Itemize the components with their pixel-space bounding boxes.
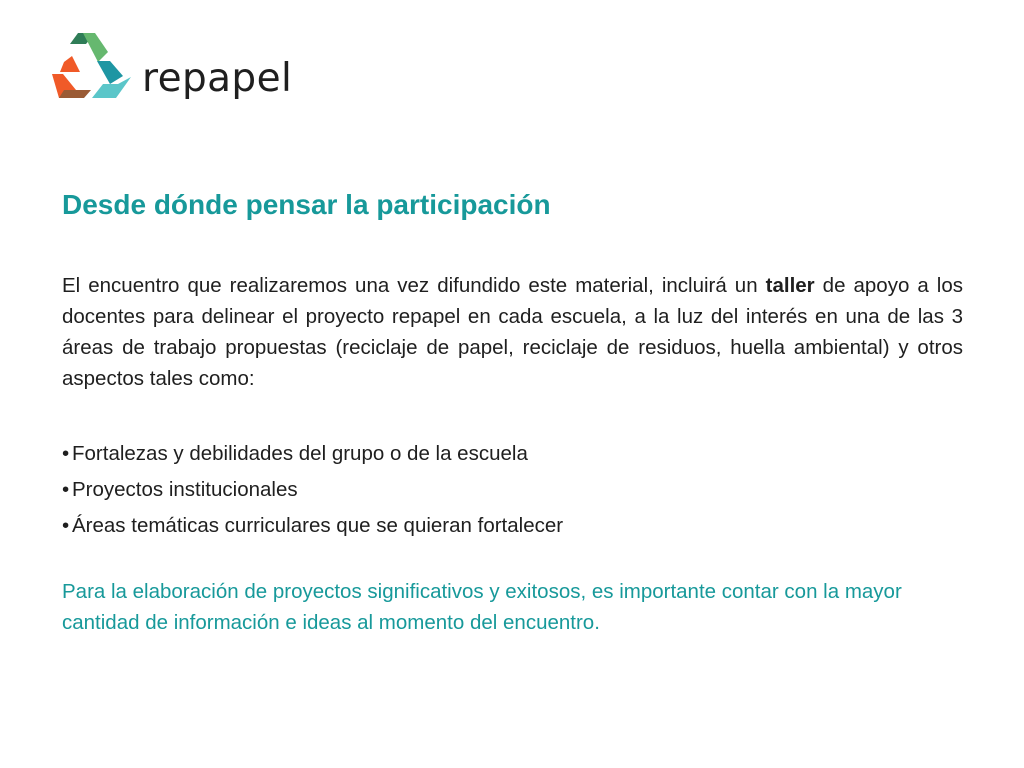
repapel-logo bbox=[52, 32, 302, 112]
aspect-list-item bbox=[62, 508, 963, 544]
brand-name: repapel bbox=[142, 56, 293, 101]
aspect-list-item bbox=[62, 472, 963, 508]
aspects-list bbox=[62, 436, 963, 544]
closing-paragraph: Para la elaboración de proyectos significativos y exitosos, es importante contar con la mayor cantidad de información e ideas al momento del encuentro. bbox=[62, 580, 902, 634]
recycle-triangle-icon bbox=[52, 32, 134, 102]
intro-bold-word: taller bbox=[765, 274, 815, 297]
slide-title: Desde dónde pensar la participación bbox=[62, 189, 551, 220]
aspect-list-item bbox=[62, 436, 963, 472]
aspect-text: Proyectos institucionales bbox=[72, 478, 298, 501]
intro-text-after-bold: de apoyo a los docentes para delinear el proyecto repapel en cada escuela, a la luz del interés en una de las 3 áreas de trabajo propuestas (reciclaje de papel, reciclaje de residuos, huella ambiental) y otros aspectos tales como: bbox=[62, 274, 963, 390]
intro-paragraph bbox=[62, 270, 963, 394]
slide-content bbox=[62, 186, 963, 638]
bullet-marker: • bbox=[62, 442, 70, 465]
bullet-marker: • bbox=[62, 514, 70, 537]
bullet-marker: • bbox=[62, 478, 70, 501]
intro-text-before-bold: El encuentro que realizaremos una vez difundido este material, incluirá un bbox=[62, 274, 766, 297]
aspect-text: Áreas temáticas curriculares que se quieran fortalecer bbox=[72, 514, 564, 537]
aspect-text: Fortalezas y debilidades del grupo o de la escuela bbox=[72, 442, 528, 465]
